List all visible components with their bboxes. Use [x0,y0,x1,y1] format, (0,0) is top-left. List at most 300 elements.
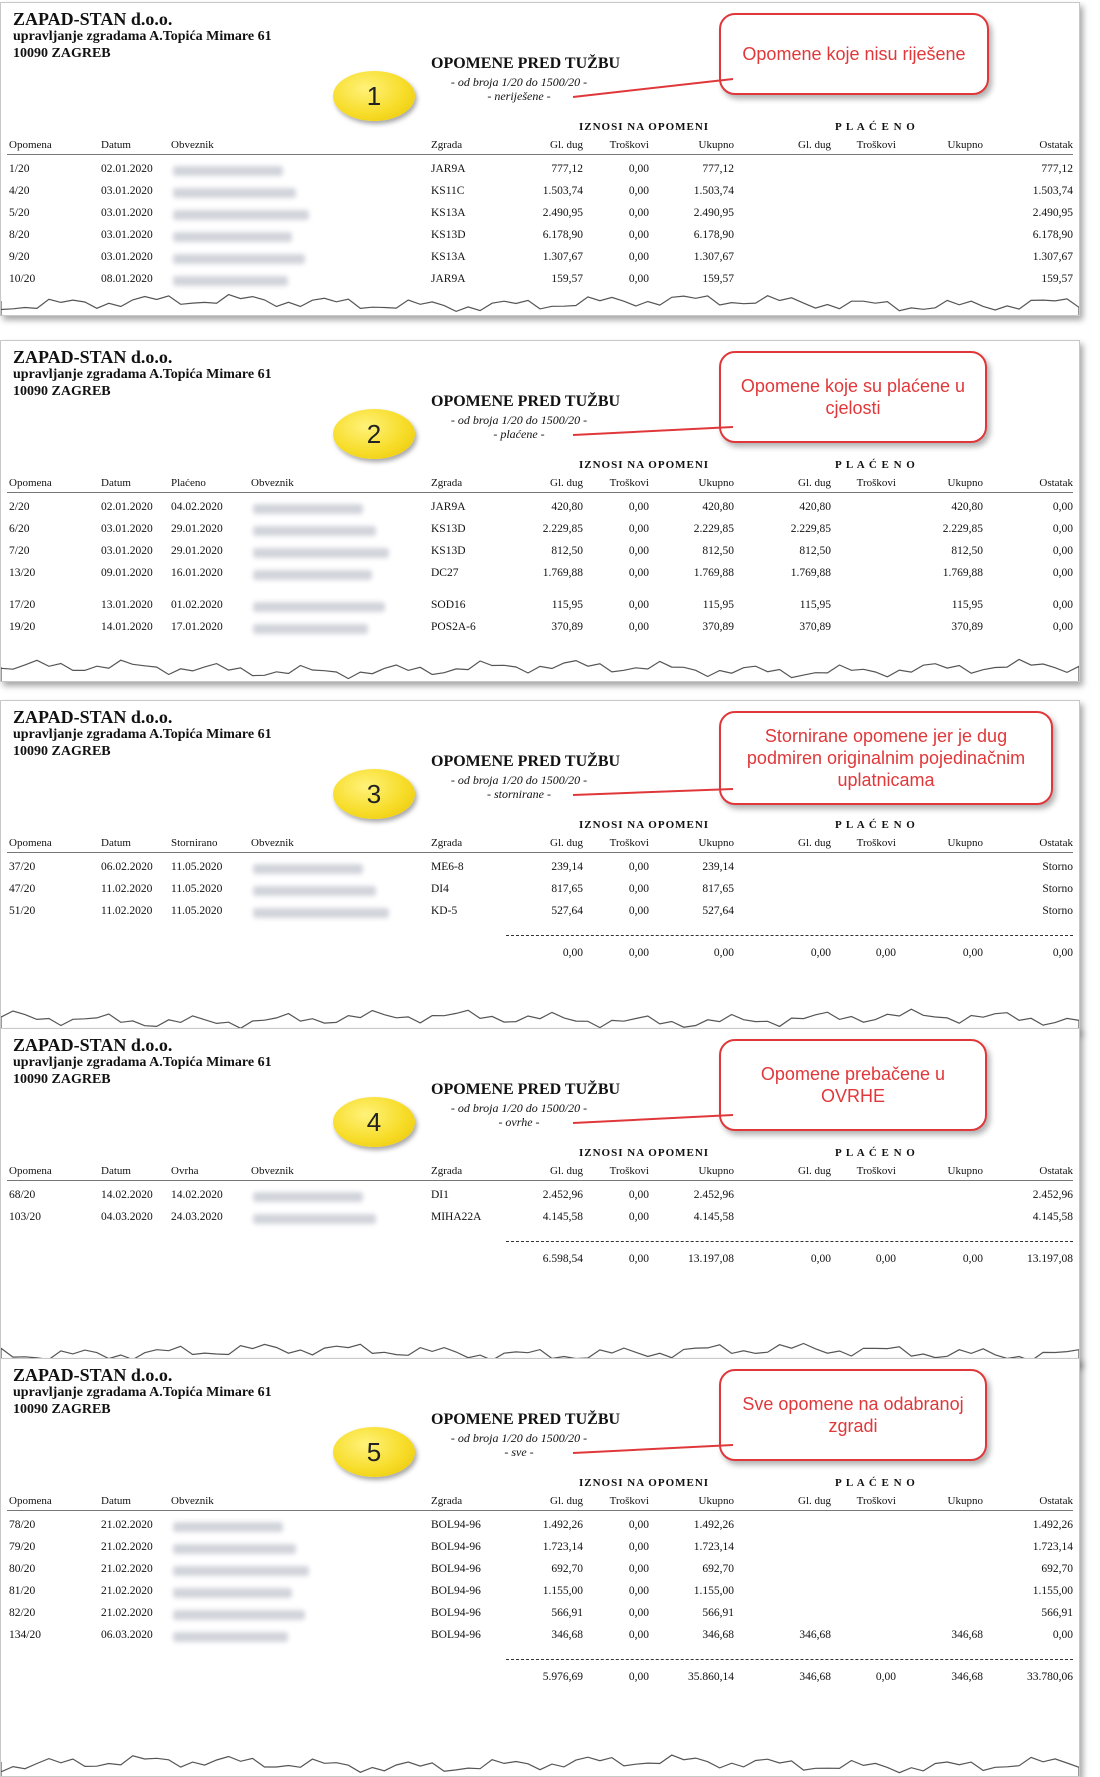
column-header-ostatak: Ostatak [1039,1495,1073,1507]
row-cell-uk: 370,89 [702,621,734,633]
row-cell-zgrada: KS13D [431,523,466,535]
row-cell-tr: 0,00 [628,229,649,241]
redacted-obveznik [173,1588,292,1598]
row-cell-op: 80/20 [9,1563,36,1575]
row-cell-uk: 692,70 [702,1563,734,1575]
row-cell-gd: 115,95 [551,599,583,611]
column-header-ukupno: Ukupno [947,139,983,151]
column-header-troskovi: Troškovi [609,1495,649,1507]
row-cell-uk: 1.769,88 [693,567,734,579]
row-cell-zgrada: KD-5 [431,905,458,917]
row-cell-op: 19/20 [9,621,36,633]
row-cell-gd: 692,70 [551,1563,583,1575]
total-cell-pgd: 0,00 [810,1253,831,1265]
report-title: OPOMENE PRED TUŽBU [431,753,621,770]
row-cell-ost: Storno [1042,883,1073,895]
column-header-gldug: Gl. dug [550,837,583,849]
row-cell-gd: 370,89 [551,621,583,633]
column-header-gldug: Gl. dug [550,1495,583,1507]
row-cell-tr: 0,00 [628,567,649,579]
row-cell-pgd: 1.769,88 [790,567,831,579]
row-cell-puk: 2.229,85 [942,523,983,535]
header-rule [7,154,1073,155]
range-text: - od broja 1/20 do 1500/20 - [450,1431,588,1445]
row-cell-gd: 159,57 [551,273,583,285]
header-rule [7,1510,1073,1511]
column-header-troskovi: Troškovi [609,837,649,849]
row-cell-datum: 21.02.2020 [101,1585,153,1597]
row-cell-uk: 2.490,95 [693,207,734,219]
column-header-ostatak: Ostatak [1039,837,1073,849]
annotation-callout: Sve opomene na odabranoj zgradi [719,1369,987,1461]
range-text: - od broja 1/20 do 1500/20 - [450,773,588,787]
range-text: - od broja 1/20 do 1500/20 - [450,413,588,427]
row-cell-tr: 0,00 [628,185,649,197]
column-header-zgrada: Zgrada [431,1165,463,1177]
row-cell-op: 2/20 [9,501,30,513]
row-cell-datum: 03.01.2020 [101,207,153,219]
redacted-obveznik [253,886,376,896]
row-cell-puk: 812,50 [951,545,983,557]
total-cell-tr: 0,00 [628,1671,649,1683]
row-cell-datum: 11.02.2020 [101,883,153,895]
total-cell-ptr: 0,00 [875,1671,896,1683]
column-header-gldug: Gl. dug [798,837,831,849]
row-cell-gd: 812,50 [551,545,583,557]
total-cell-ost: 0,00 [1052,947,1073,959]
amounts-group-header: IZNOSI NA OPOMENI [579,459,710,471]
row-cell-uk: 566,91 [702,1607,734,1619]
row-cell-tr: 0,00 [628,1541,649,1553]
row-cell-zgrada: KS13A [431,207,466,219]
row-cell-ost: 2.452,96 [1032,1189,1073,1201]
column-header-zgrada: Zgrada [431,1495,463,1507]
row-cell-tr: 0,00 [628,523,649,535]
column-header-opomena: Opomena [9,477,52,489]
row-cell-ost: 6.178,90 [1032,229,1073,241]
torn-paper-edge [1,657,1079,682]
connector-stroke [573,427,733,435]
column-header-troskovi: Troškovi [856,477,896,489]
column-header-opomena: Opomena [9,1495,52,1507]
column-header-troskovi: Troškovi [856,837,896,849]
column-header-gldug: Gl. dug [798,1495,831,1507]
row-cell-datum: 14.01.2020 [101,621,153,633]
row-cell-gd: 777,12 [551,163,583,175]
row-cell-gd: 239,14 [551,861,583,873]
redacted-obveznik [253,1214,376,1224]
row-cell-ost: 1.307,67 [1032,251,1073,263]
row-cell-extra: 16.01.2020 [171,567,223,579]
report-title: OPOMENE PRED TUŽBU [431,393,621,410]
row-cell-uk: 420,80 [702,501,734,513]
row-cell-ost: 0,00 [1052,523,1073,535]
row-cell-pgd: 346,68 [799,1629,831,1641]
amounts-group-header: IZNOSI NA OPOMENI [579,1477,710,1489]
row-cell-zgrada: DI1 [431,1189,449,1201]
row-cell-ost: 566,91 [1041,1607,1073,1619]
total-cell-puk: 0,00 [962,947,983,959]
row-cell-datum: 09.01.2020 [101,567,153,579]
row-cell-uk: 812,50 [702,545,734,557]
amounts-group-header: IZNOSI NA OPOMENI [579,121,710,133]
row-cell-gd: 817,65 [551,883,583,895]
row-cell-uk: 1.492,26 [693,1519,734,1531]
column-header-troskovi: Troškovi [856,1495,896,1507]
column-header-datum: Datum [101,1495,131,1507]
row-cell-op: 13/20 [9,567,36,579]
row-cell-tr: 0,00 [628,905,649,917]
row-cell-gd: 4.145,58 [542,1211,583,1223]
row-cell-op: 79/20 [9,1541,36,1553]
company-name: ZAPAD-STAN d.o.o. [13,1365,173,1385]
row-cell-op: 103/20 [9,1211,41,1223]
company-address: upravljanje zgradama A.Topića Mimare 61 [13,367,272,382]
header-rule [7,1180,1073,1181]
column-header-troskovi: Troškovi [856,1165,896,1177]
row-cell-datum: 03.01.2020 [101,251,153,263]
row-cell-ost: 0,00 [1052,621,1073,633]
report-panel-2 [0,340,1080,682]
row-cell-zgrada: MIHA22A [431,1211,482,1223]
row-cell-op: 134/20 [9,1629,41,1641]
row-cell-uk: 527,64 [702,905,734,917]
total-cell-uk: 0,00 [713,947,734,959]
row-cell-zgrada: BOL94-96 [431,1519,481,1531]
row-cell-ost: Storno [1042,905,1073,917]
row-cell-puk: 115,95 [951,599,983,611]
row-cell-zgrada: JAR9A [431,273,466,285]
redacted-obveznik [253,864,363,874]
column-header-troskovi: Troškovi [609,1165,649,1177]
column-header-zgrada: Zgrada [431,139,463,151]
row-cell-datum: 03.01.2020 [101,229,153,241]
row-cell-op: 17/20 [9,599,36,611]
redacted-obveznik [173,1632,288,1642]
company-city: 10090 ZAGREB [13,46,111,61]
row-cell-uk: 1.307,67 [693,251,734,263]
redacted-obveznik [253,548,389,558]
row-cell-ost: 2.490,95 [1032,207,1073,219]
connector-stroke [573,79,733,97]
row-cell-gd: 2.452,96 [542,1189,583,1201]
redacted-obveznik [253,570,372,580]
paid-group-header: P L A Ć E N O [835,459,916,471]
row-cell-gd: 1.155,00 [542,1585,583,1597]
column-header-troskovi: Troškovi [609,139,649,151]
company-city: 10090 ZAGREB [13,1402,111,1417]
row-cell-uk: 4.145,58 [693,1211,734,1223]
annotation-callout: Opomene prebačene u OVRHE [719,1039,987,1131]
row-cell-extra: 11.05.2020 [171,861,223,873]
row-cell-zgrada: BOL94-96 [431,1585,481,1597]
row-cell-tr: 0,00 [628,621,649,633]
redacted-obveznik [173,1566,309,1576]
company-name: ZAPAD-STAN d.o.o. [13,1035,173,1055]
row-cell-tr: 0,00 [628,545,649,557]
row-cell-uk: 346,68 [702,1629,734,1641]
row-cell-extra: 14.02.2020 [171,1189,223,1201]
row-cell-extra: 24.03.2020 [171,1211,223,1223]
report-title: OPOMENE PRED TUŽBU [431,1081,621,1098]
company-address: upravljanje zgradama A.Topića Mimare 61 [13,1055,272,1070]
row-cell-zgrada: JAR9A [431,163,466,175]
total-cell-gd: 0,00 [562,947,583,959]
status-text: - stornirane - [487,787,551,801]
row-cell-tr: 0,00 [628,207,649,219]
row-cell-pgd: 420,80 [799,501,831,513]
column-header-ukupno: Ukupno [698,139,734,151]
row-cell-extra: 29.01.2020 [171,545,223,557]
column-header-ukupno: Ukupno [698,1495,734,1507]
annotation-callout: Opomene koje su plaćene u cjelosti [719,351,987,443]
column-header-ostatak: Ostatak [1039,1165,1073,1177]
row-cell-ost: 692,70 [1041,1563,1073,1575]
row-cell-datum: 03.01.2020 [101,523,153,535]
annotation-callout: Stornirane opomene jer je dug podmiren originalnim pojedinačnim uplatnicama [719,711,1053,805]
column-header-datum: Datum [101,477,131,489]
redacted-obveznik [253,504,363,514]
redacted-obveznik [253,602,385,612]
row-cell-tr: 0,00 [628,273,649,285]
row-cell-gd: 1.492,26 [542,1519,583,1531]
row-cell-zgrada: BOL94-96 [431,1629,481,1641]
row-cell-zgrada: POS2A-6 [431,621,476,633]
column-header-ostatak: Ostatak [1039,139,1073,151]
column-header-extra: Ovrha [171,1165,199,1177]
total-cell-gd: 6.598,54 [542,1253,583,1265]
row-cell-ost: 1.723,14 [1032,1541,1073,1553]
annotation-callout: Opomene koje nisu riješene [719,13,989,95]
row-cell-op: 8/20 [9,229,30,241]
step-number-badge: 3 [333,769,415,819]
company-city: 10090 ZAGREB [13,1072,111,1087]
totals-dashed-rule [506,1241,1073,1242]
column-header-ukupno: Ukupno [947,477,983,489]
company-name: ZAPAD-STAN d.o.o. [13,347,173,367]
total-cell-ost: 33.780,06 [1027,1671,1073,1683]
total-cell-ost: 13.197,08 [1027,1253,1073,1265]
paid-group-header: P L A Ć E N O [835,121,916,133]
row-cell-uk: 1.503,74 [693,185,734,197]
row-cell-uk: 159,57 [702,273,734,285]
row-cell-tr: 0,00 [628,1629,649,1641]
row-cell-extra: 01.02.2020 [171,599,223,611]
company-name: ZAPAD-STAN d.o.o. [13,707,173,727]
total-cell-ptr: 0,00 [875,1253,896,1265]
row-cell-tr: 0,00 [628,599,649,611]
row-cell-zgrada: BOL94-96 [431,1607,481,1619]
row-cell-op: 7/20 [9,545,30,557]
row-cell-op: 47/20 [9,883,36,895]
row-cell-tr: 0,00 [628,883,649,895]
row-cell-op: 10/20 [9,273,36,285]
step-number-badge: 1 [333,71,415,121]
column-header-datum: Datum [101,1165,131,1177]
total-cell-tr: 0,00 [628,1253,649,1265]
report-panel-5 [0,1358,1080,1777]
total-cell-uk: 35.860,14 [688,1671,734,1683]
row-cell-datum: 04.03.2020 [101,1211,153,1223]
row-cell-op: 9/20 [9,251,30,263]
row-cell-pgd: 370,89 [799,621,831,633]
step-number-badge: 4 [333,1097,415,1147]
row-cell-puk: 346,68 [951,1629,983,1641]
status-text: - plaćene - [493,427,545,441]
column-header-extra: Stornirano [171,837,218,849]
row-cell-datum: 08.01.2020 [101,273,153,285]
row-cell-zgrada: KS13D [431,545,466,557]
row-cell-gd: 1.723,14 [542,1541,583,1553]
row-cell-gd: 1.503,74 [542,185,583,197]
row-cell-extra: 11.05.2020 [171,905,223,917]
header-rule [7,852,1073,853]
row-cell-puk: 370,89 [951,621,983,633]
redacted-obveznik [173,166,283,176]
row-cell-datum: 03.01.2020 [101,185,153,197]
totals-dashed-rule [506,935,1073,936]
redacted-obveznik [253,908,389,918]
row-cell-extra: 04.02.2020 [171,501,223,513]
total-cell-ptr: 0,00 [875,947,896,959]
row-cell-tr: 0,00 [628,163,649,175]
redacted-obveznik [173,1610,305,1620]
row-cell-datum: 02.01.2020 [101,501,153,513]
column-header-ukupno: Ukupno [947,1165,983,1177]
column-header-gldug: Gl. dug [550,139,583,151]
redacted-obveznik [173,1544,296,1554]
row-cell-extra: 11.05.2020 [171,883,223,895]
row-cell-ost: 0,00 [1052,501,1073,513]
column-header-opomena: Opomena [9,139,52,151]
row-cell-datum: 21.02.2020 [101,1563,153,1575]
row-cell-tr: 0,00 [628,1585,649,1597]
redacted-obveznik [173,210,309,220]
column-header-gldug: Gl. dug [550,1165,583,1177]
column-header-troskovi: Troškovi [609,477,649,489]
column-header-zgrada: Zgrada [431,477,463,489]
row-cell-op: 1/20 [9,163,30,175]
report-panel-4 [0,1028,1080,1365]
column-header-opomena: Opomena [9,1165,52,1177]
row-cell-tr: 0,00 [628,1189,649,1201]
row-cell-tr: 0,00 [628,501,649,513]
torn-edge-shape [1,295,1079,316]
row-cell-op: 51/20 [9,905,36,917]
row-cell-op: 82/20 [9,1607,36,1619]
company-city: 10090 ZAGREB [13,744,111,759]
row-cell-gd: 527,64 [551,905,583,917]
redacted-obveznik [173,232,292,242]
row-cell-uk: 2.452,96 [693,1189,734,1201]
row-cell-zgrada: DC27 [431,567,459,579]
row-cell-tr: 0,00 [628,1519,649,1531]
row-cell-gd: 346,68 [551,1629,583,1641]
company-name: ZAPAD-STAN d.o.o. [13,9,173,29]
total-cell-uk: 13.197,08 [688,1253,734,1265]
row-cell-zgrada: BOL94-96 [431,1541,481,1553]
row-cell-datum: 21.02.2020 [101,1541,153,1553]
torn-paper-edge [1,291,1079,316]
redacted-obveznik [173,188,296,198]
row-cell-uk: 1.723,14 [693,1541,734,1553]
company-address: upravljanje zgradama A.Topića Mimare 61 [13,1385,272,1400]
row-cell-zgrada: ME6-8 [431,861,464,873]
column-header-gldug: Gl. dug [798,1165,831,1177]
row-cell-ost: 777,12 [1041,163,1073,175]
company-city: 10090 ZAGREB [13,384,111,399]
row-cell-uk: 2.229,85 [693,523,734,535]
row-cell-pgd: 812,50 [799,545,831,557]
row-cell-zgrada: KS11C [431,185,465,197]
row-cell-pgd: 2.229,85 [790,523,831,535]
row-cell-uk: 1.155,00 [693,1585,734,1597]
redacted-obveznik [253,526,376,536]
connector-stroke [573,1445,733,1453]
range-text: - od broja 1/20 do 1500/20 - [450,75,588,89]
connector-stroke [573,1115,733,1123]
row-cell-gd: 1.769,88 [542,567,583,579]
row-cell-ost: 0,00 [1052,599,1073,611]
row-cell-ost: 4.145,58 [1032,1211,1073,1223]
step-number-badge: 5 [333,1427,415,1477]
row-cell-datum: 03.01.2020 [101,545,153,557]
torn-paper-edge [1,1752,1079,1777]
row-cell-zgrada: BOL94-96 [431,1563,481,1575]
row-cell-gd: 1.307,67 [542,251,583,263]
row-cell-uk: 777,12 [702,163,734,175]
row-cell-op: 81/20 [9,1585,36,1597]
amounts-group-header: IZNOSI NA OPOMENI [579,819,710,831]
total-cell-pgd: 0,00 [810,947,831,959]
row-cell-puk: 1.769,88 [942,567,983,579]
row-cell-ost: 0,00 [1052,1629,1073,1641]
column-header-ukupno: Ukupno [947,1495,983,1507]
redacted-obveznik [253,1192,363,1202]
report-title: OPOMENE PRED TUŽBU [431,55,621,72]
row-cell-ost: 0,00 [1052,545,1073,557]
row-cell-gd: 566,91 [551,1607,583,1619]
row-cell-ost: 1.155,00 [1032,1585,1073,1597]
row-cell-uk: 817,65 [702,883,734,895]
row-cell-datum: 13.01.2020 [101,599,153,611]
row-cell-datum: 14.02.2020 [101,1189,153,1201]
row-cell-datum: 02.01.2020 [101,163,153,175]
row-cell-op: 4/20 [9,185,30,197]
paid-group-header: P L A Ć E N O [835,1147,916,1159]
column-header-obveznik: Obveznik [251,1165,294,1177]
connector-stroke [573,789,733,795]
row-cell-extra: 29.01.2020 [171,523,223,535]
row-cell-datum: 06.02.2020 [101,861,153,873]
row-cell-datum: 21.02.2020 [101,1519,153,1531]
column-header-datum: Datum [101,139,131,151]
row-cell-tr: 0,00 [628,1563,649,1575]
total-cell-tr: 0,00 [628,947,649,959]
column-header-datum: Datum [101,837,131,849]
row-cell-uk: 115,95 [702,599,734,611]
report-panel-3 [0,700,1080,1032]
row-cell-tr: 0,00 [628,1607,649,1619]
redacted-obveznik [173,254,305,264]
row-cell-zgrada: KS13D [431,229,466,241]
row-cell-gd: 2.490,95 [542,207,583,219]
status-text: - sve - [504,1445,534,1459]
row-cell-gd: 2.229,85 [542,523,583,535]
column-header-ukupno: Ukupno [698,477,734,489]
column-header-extra: Plaćeno [171,477,206,489]
row-cell-zgrada: JAR9A [431,501,466,513]
